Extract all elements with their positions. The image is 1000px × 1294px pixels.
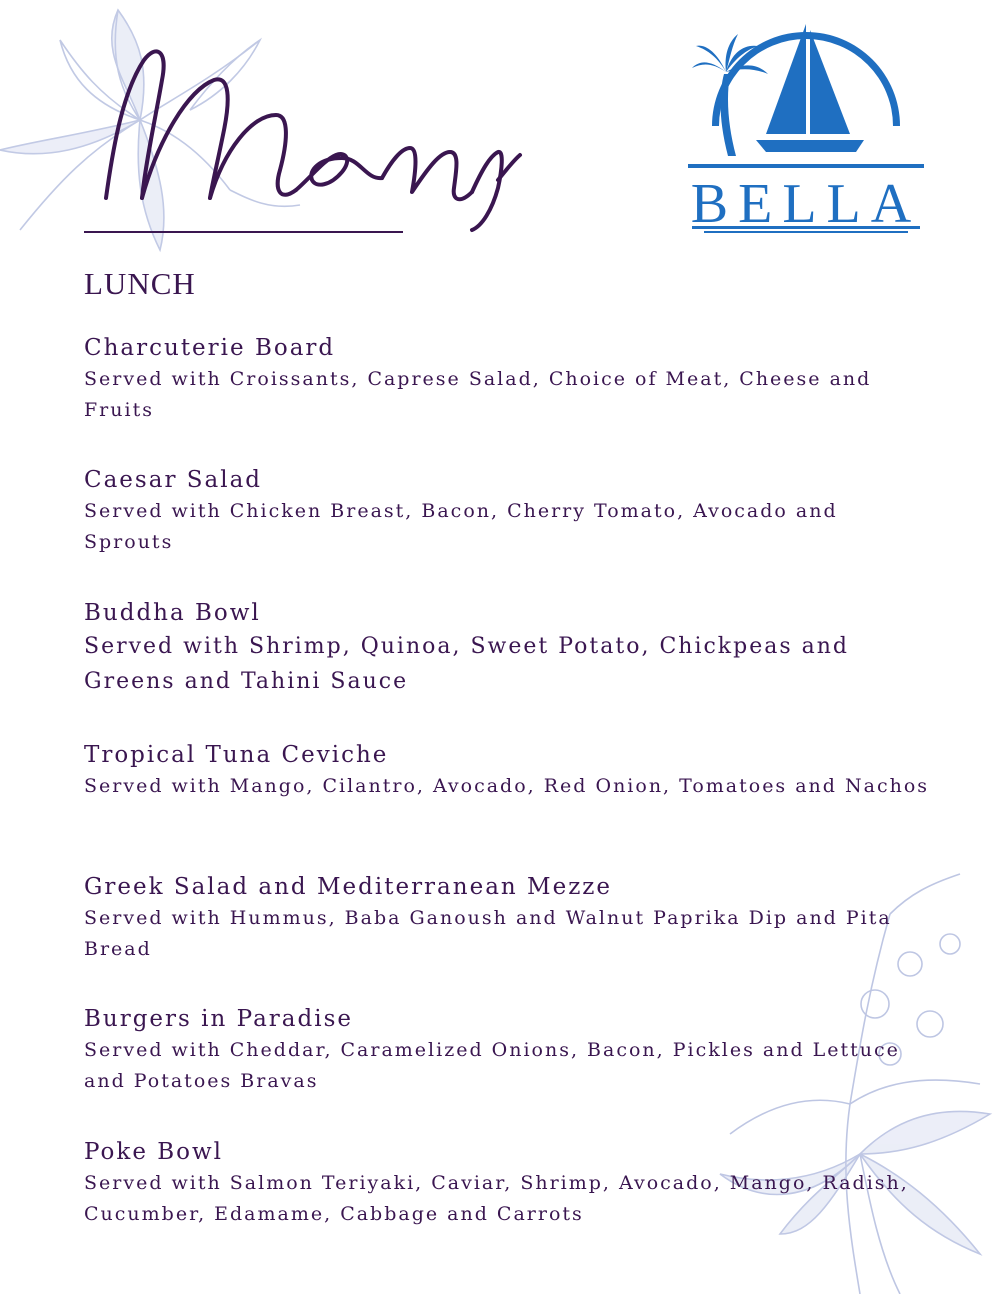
title-underline	[84, 231, 403, 233]
menu-item-name: Tropical Tuna Ceviche	[84, 742, 389, 768]
bella-logo	[688, 16, 924, 236]
menu-item-name: Buddha Bowl	[84, 600, 261, 626]
menu-title-script-icon	[84, 20, 524, 235]
brand-name: BELLA	[690, 173, 922, 235]
menu-item	[84, 597, 944, 699]
menu-item-description: Served with Mango, Cilantro, Avocado, Red Onion, Tomatoes and Nachos	[84, 775, 930, 797]
menu-item-description: Served with Salmon Teriyaki, Caviar, Shrimp, Avocado, Mango, Radish, Cucumber, Edamame, Cabbage and Carrots	[84, 1172, 909, 1225]
menu-item-description: Served with Chicken Breast, Bacon, Cherry Tomato, Avocado and Sprouts	[84, 500, 838, 553]
menu-item	[84, 1003, 944, 1097]
menu-item-name: Greek Salad and Mediterranean Mezze	[84, 874, 613, 900]
section-title-lunch: LUNCH	[84, 266, 196, 301]
menu-item-name: Charcuterie Board	[84, 335, 336, 361]
menu-item	[84, 332, 944, 426]
menu-item	[84, 871, 944, 965]
menu-item-description: Served with Cheddar, Caramelized Onions, Bacon, Pickles and Lettuce and Potatoes Bravas	[84, 1039, 900, 1092]
menu-item	[84, 464, 944, 558]
menu-item	[84, 1136, 944, 1230]
menu-item-description: Served with Croissants, Caprese Salad, Choice of Meat, Cheese and Fruits	[84, 368, 872, 421]
menu-item-description: Served with Shrimp, Quinoa, Sweet Potato, Chickpeas and Greens and Tahini Sauce	[84, 634, 850, 694]
menu-item-name: Poke Bowl	[84, 1139, 224, 1165]
menu-item-name: Caesar Salad	[84, 467, 263, 493]
menu-item-name: Burgers in Paradise	[84, 1006, 353, 1032]
menu-item	[84, 739, 944, 802]
menu-item-description: Served with Hummus, Baba Ganoush and Walnut Paprika Dip and Pita Bread	[84, 907, 892, 960]
menu-title	[84, 20, 524, 235]
